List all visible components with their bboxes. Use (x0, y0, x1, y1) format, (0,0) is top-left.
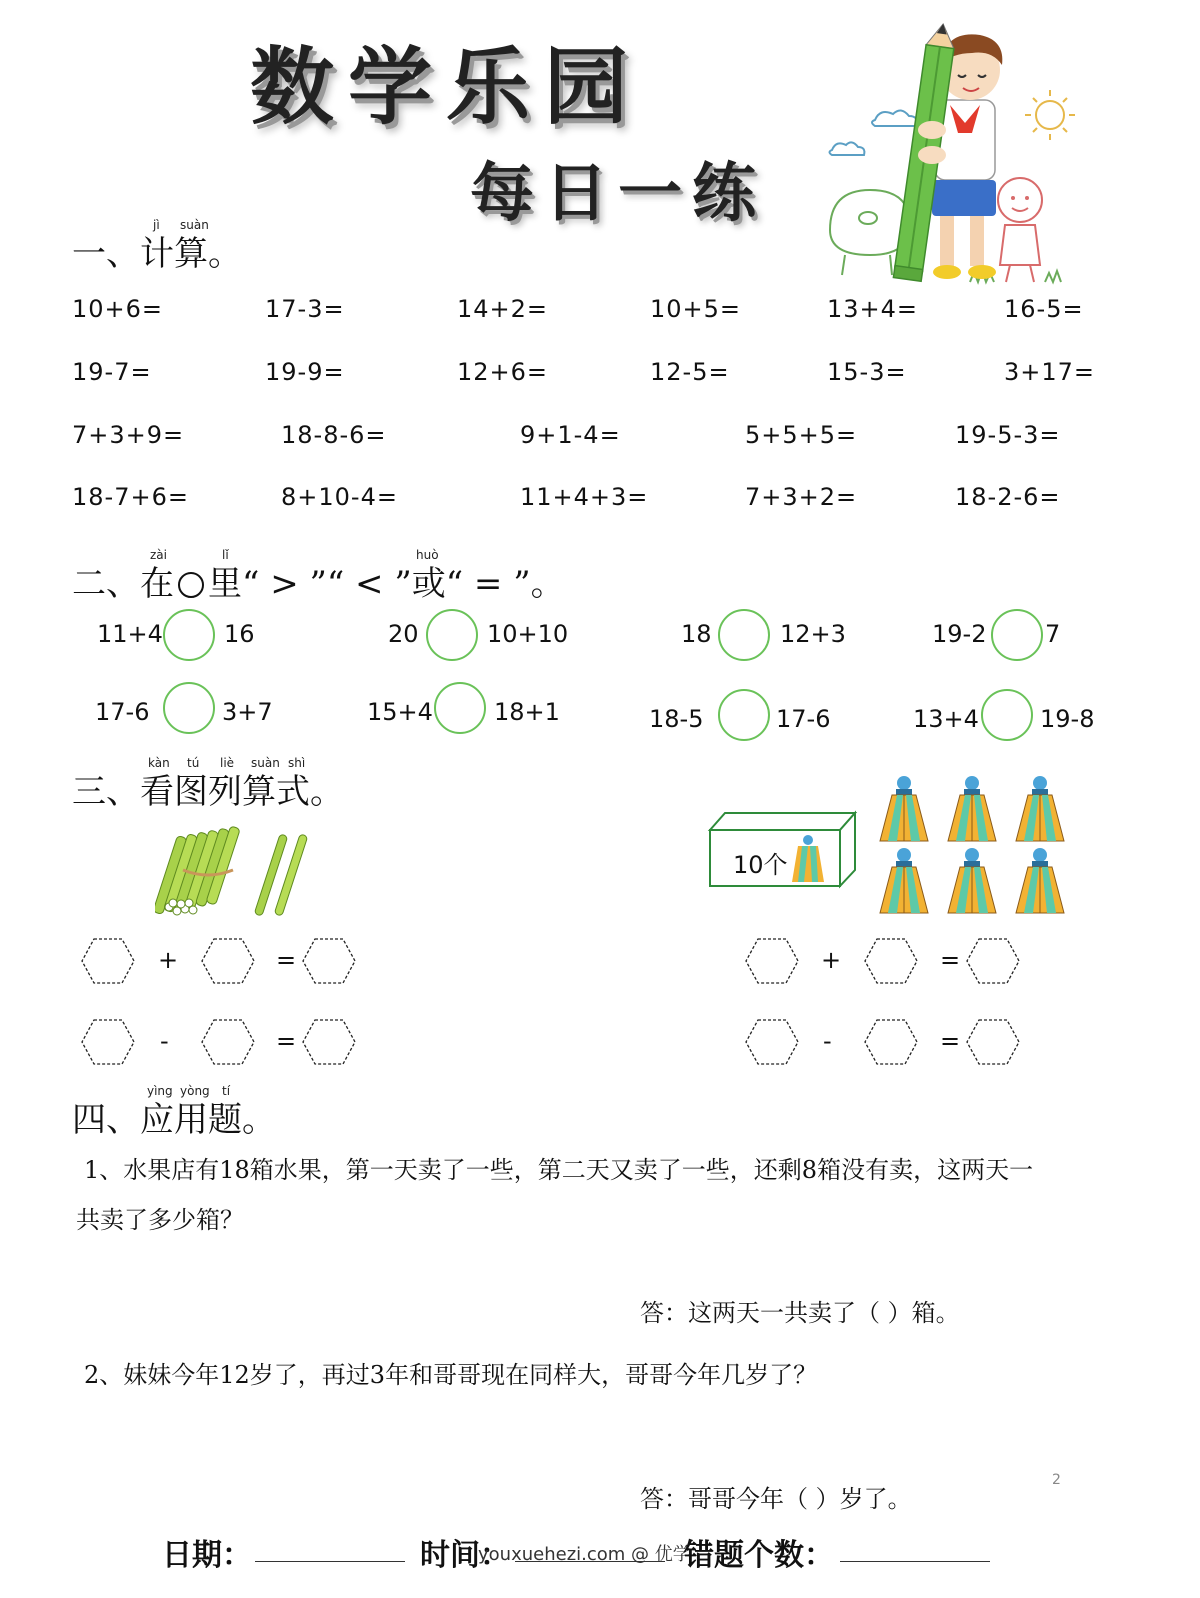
problem-1-line-1: 1、水果店有18箱水果，第一天卖了一些，第二天又卖了一些，还剩8箱没有卖，这两天一 (84, 1156, 1034, 1184)
time-label: 时间： (420, 1538, 510, 1573)
pinyin-kan: kàn (148, 756, 170, 770)
section-1-title: 一、计算。 (72, 234, 242, 274)
calc-1-1: 10+6= (72, 295, 164, 323)
compare-left: 18 (681, 620, 712, 648)
answer-hexagon[interactable] (744, 937, 800, 985)
calc-3-2: 18-8-6= (281, 421, 387, 449)
watermark: youxuehezi.com @ 优学 (478, 1544, 691, 1565)
equals-sign: = (276, 946, 297, 974)
answer-hexagon[interactable] (80, 1018, 136, 1066)
answer-hexagon[interactable] (200, 937, 256, 985)
calc-2-2: 19-9= (265, 358, 345, 386)
section-3-title: 三、看图列算式。 (72, 772, 344, 812)
calc-4-3: 11+4+3= (520, 483, 649, 511)
section-4-title: 四、应用题。 (72, 1100, 276, 1140)
calc-2-5: 15-3= (827, 358, 907, 386)
answer-hexagon[interactable] (863, 937, 919, 985)
compare-right: 17-6 (776, 705, 831, 733)
pinyin-suan: suàn (251, 756, 280, 770)
calc-1-3: 14+2= (457, 295, 549, 323)
section-2-title (72, 556, 565, 605)
pinyin-ying: yìng (147, 1084, 173, 1098)
answer-hexagon[interactable] (965, 1018, 1021, 1066)
calc-3-3: 9+1-4= (520, 421, 621, 449)
page-title: 数学乐园 (250, 37, 643, 136)
circle-symbol (178, 572, 204, 598)
compare-left: 19-2 (932, 620, 987, 648)
compare-left: 18-5 (649, 705, 704, 733)
calc-3-4: 5+5+5= (745, 421, 858, 449)
calc-2-6: 3+17= (1004, 358, 1096, 386)
calc-4-1: 18-7+6= (72, 483, 189, 511)
answer-circle[interactable] (426, 609, 478, 661)
answer-hexagon[interactable] (80, 937, 136, 985)
answer-hexagon[interactable] (863, 1018, 919, 1066)
problem-1-answer: 答：这两天一共卖了（ ）箱。 (640, 1299, 960, 1327)
box-label: 10个 (733, 851, 788, 879)
answer-circle[interactable] (981, 689, 1033, 741)
calc-3-1: 7+3+9= (72, 421, 185, 449)
problem-2-answer: 答：哥哥今年（ ）岁了。 (640, 1485, 912, 1513)
page-number: 2 (1052, 1472, 1061, 1488)
problem-2-line-1: 2、妹妹今年12岁了，再过3年和哥哥现在同样大，哥哥今年几岁了？ (84, 1361, 818, 1389)
problem-1-line-2: 共卖了多少箱？ (76, 1206, 244, 1234)
pinyin-suan: suàn (180, 218, 209, 232)
calc-2-3: 12+6= (457, 358, 549, 386)
errors-label: 错题个数： (684, 1538, 834, 1573)
answer-hexagon[interactable] (744, 1018, 800, 1066)
answer-circle[interactable] (434, 682, 486, 734)
compare-left: 20 (388, 620, 419, 648)
plus-sign: + (158, 946, 179, 974)
calc-1-2: 17-3= (265, 295, 345, 323)
date-input-line[interactable] (255, 1560, 405, 1562)
compare-left: 11+4 (97, 620, 163, 648)
pinyin-li: lǐ (222, 548, 229, 562)
answer-hexagon[interactable] (301, 937, 357, 985)
stick-bundle-image (155, 825, 315, 920)
pinyin-lie: liè (220, 756, 235, 770)
answer-hexagon[interactable] (200, 1018, 256, 1066)
boy-with-pencil-illustration (820, 20, 1090, 290)
minus-sign: - (823, 1027, 832, 1055)
answer-circle[interactable] (163, 609, 215, 661)
calc-4-2: 8+10-4= (281, 483, 398, 511)
plus-sign: + (821, 946, 842, 974)
compare-left: 17-6 (95, 698, 150, 726)
compare-left: 15+4 (367, 698, 433, 726)
answer-hexagon[interactable] (965, 937, 1021, 985)
pinyin-shi: shì (288, 756, 306, 770)
calc-4-4: 7+3+2= (745, 483, 858, 511)
calc-2-4: 12-5= (650, 358, 730, 386)
compare-left: 13+4 (913, 705, 979, 733)
answer-circle[interactable] (991, 609, 1043, 661)
equals-sign: = (940, 946, 961, 974)
pinyin-huo: huò (416, 548, 439, 562)
calc-1-5: 13+4= (827, 295, 919, 323)
minus-sign: - (160, 1027, 169, 1055)
section-2-title-prefix: 二、在 (72, 564, 174, 604)
calc-1-4: 10+5= (650, 295, 742, 323)
compare-right: 3+7 (222, 698, 273, 726)
compare-right: 10+10 (487, 620, 569, 648)
equals-sign: = (940, 1027, 961, 1055)
compare-right: 7 (1045, 620, 1061, 648)
date-label: 日期： (162, 1538, 252, 1573)
section-2-title-rest: 里“ > ”“ < ”或“ = ”。 (208, 564, 565, 604)
compare-right: 16 (224, 620, 255, 648)
answer-circle[interactable] (163, 682, 215, 734)
compare-right: 18+1 (494, 698, 560, 726)
pinyin-zai: zài (150, 548, 167, 562)
page-subtitle: 每日一练 (470, 156, 766, 231)
pinyin-ti: tí (222, 1084, 231, 1098)
compare-right: 19-8 (1040, 705, 1095, 733)
equals-sign: = (276, 1027, 297, 1055)
shuttlecocks-image (878, 775, 1068, 920)
calc-3-5: 19-5-3= (955, 421, 1061, 449)
answer-hexagon[interactable] (301, 1018, 357, 1066)
compare-right: 12+3 (780, 620, 846, 648)
answer-circle[interactable] (718, 689, 770, 741)
calc-2-1: 19-7= (72, 358, 152, 386)
pinyin-tu: tú (187, 756, 200, 770)
errors-input-line[interactable] (840, 1560, 990, 1562)
pinyin-ji: jì (153, 218, 160, 232)
calc-1-6: 16-5= (1004, 295, 1084, 323)
calc-4-5: 18-2-6= (955, 483, 1061, 511)
answer-circle[interactable] (718, 609, 770, 661)
pinyin-yong: yòng (180, 1084, 210, 1098)
